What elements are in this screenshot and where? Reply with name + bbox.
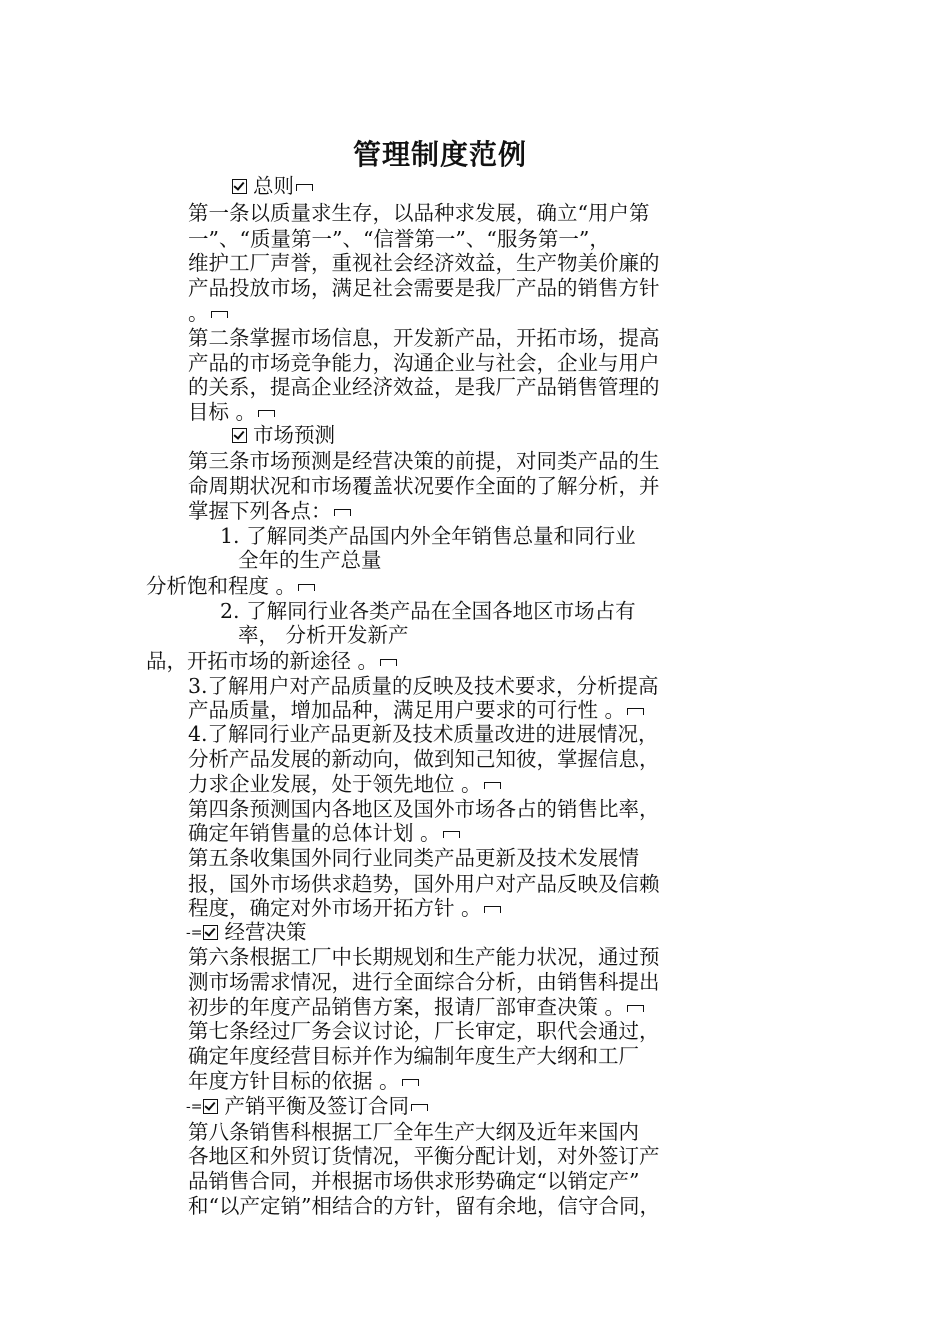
text-line: 品销售合同，并根据市场供求形势确定“以销定产” [188,1169,640,1193]
paragraph-mark-icon [298,584,315,591]
text-line: 和“以产定销”相结合的方针，留有余地，信守合同， [188,1194,660,1218]
section-heading-balance: -= 产销平衡及签订合同 [186,1094,428,1120]
list-item: 4.了解同行业产品更新及技术质量改进的进展情况， [188,722,659,746]
text-line: 第八条销售科根据工厂全年生产大纲及近年来国内 [188,1120,639,1144]
text-line: 掌握下列各点： [188,499,351,524]
text-line: 第六条根据工厂中长期规划和生产能力状况，通过预 [188,945,660,969]
text-line: 分析饱和程度 。 [146,574,315,599]
paragraph-mark-icon [484,906,501,913]
page-title: 管理制度范例 [352,138,527,171]
checkbox-icon [203,1099,218,1114]
text-line: 命周期状况和市场覆盖状况要作全面的了解分析，并 [188,474,660,498]
text-line: 品，开拓市场的新途径 。 [146,649,397,674]
paragraph-mark-icon [334,509,351,516]
paragraph-mark-icon [411,1104,428,1111]
paragraph-mark-icon [258,410,275,417]
paragraph-mark-icon [443,831,460,838]
text-line: 。 [188,301,228,326]
checkbox-icon [232,179,247,194]
text-line: 分析产品发展的新动向，做到知己知彼，掌握信息， [188,747,660,771]
text-line: 第五条收集国外同行业同类产品更新及技术发展情 [188,846,639,870]
text-line: 第三条市场预测是经营决策的前提，对同类产品的生 [188,449,660,473]
list-item: 1. 了解同类产品国内外全年销售总量和同行业 [220,524,636,548]
section-heading-general: 总则 [232,174,313,199]
text-line: 一”、“质量第一”、“信誉第一”、“服务第一”， [188,227,610,251]
text-line: 第二条掌握市场信息，开发新产品，开拓市场，提高 [188,326,660,350]
text-line: 力求企业发展，处于领先地位 。 [188,772,501,797]
paragraph-mark-icon [402,1079,419,1086]
text-line: 的关系，提高企业经济效益，是我厂产品销售管理的 [188,375,660,399]
text-line: 第四条预测国内各地区及国外市场各占的销售比率， [188,797,660,821]
text-line: 测市场需求情况，进行全面综合分析，由销售科提出 [188,970,660,994]
paragraph-mark-icon [380,659,397,666]
paragraph-mark-icon [211,311,228,318]
text-line: 产品投放市场，满足社会需要是我厂产品的销售方针 [188,276,660,300]
text-line: 目标 。 [188,400,275,425]
paragraph-mark-icon [484,782,501,789]
checkbox-icon [232,428,247,443]
section-heading-decision: -= 经营决策 [186,920,307,944]
section-heading-forecast: 市场预测 [232,423,335,448]
text-line: 年度方针目标的依据 。 [188,1069,419,1094]
text-line: 确定年销售量的总体计划 。 [188,821,460,846]
text-line: 第七条经过厂务会议讨论，厂长审定，职代会通过， [188,1019,660,1043]
list-item: 3.了解用户对产品质量的反映及技术要求，分析提高 [188,674,659,698]
paragraph-mark-icon [296,184,313,191]
text-line: 确定年度经营目标并作为编制年度生产大纲和工厂 [188,1044,639,1068]
text-line: 程度，确定对外市场开拓方针 。 [188,896,501,921]
text-line: 全年的生产总量 [238,548,382,572]
text-line: 率， 分析开发新产 [238,623,409,647]
text-line: 各地区和外贸订货情况，平衡分配计划，对外签订产 [188,1144,660,1168]
text-line: 初步的年度产品销售方案，报请厂部审查决策 。 [188,995,644,1020]
text-line: 产品的市场竞争能力，沟通企业与社会，企业与用户 [188,351,660,375]
paragraph-mark-icon [627,1005,644,1012]
checkbox-icon [203,925,218,940]
paragraph-mark-icon [627,708,644,715]
list-item: 2. 了解同行业各类产品在全国各地区市场占有 [220,599,636,623]
text-line: 维护工厂声誉，重视社会经济效益，生产物美价廉的 [188,251,660,275]
text-line: 产品质量，增加品种，满足用户要求的可行性 。 [188,698,644,723]
text-line: 报，国外市场供求趋势，国外用户对产品反映及信赖 [188,872,660,896]
text-line: 第一条以质量求生存，以品种求发展，确立“用户第 [188,201,650,225]
